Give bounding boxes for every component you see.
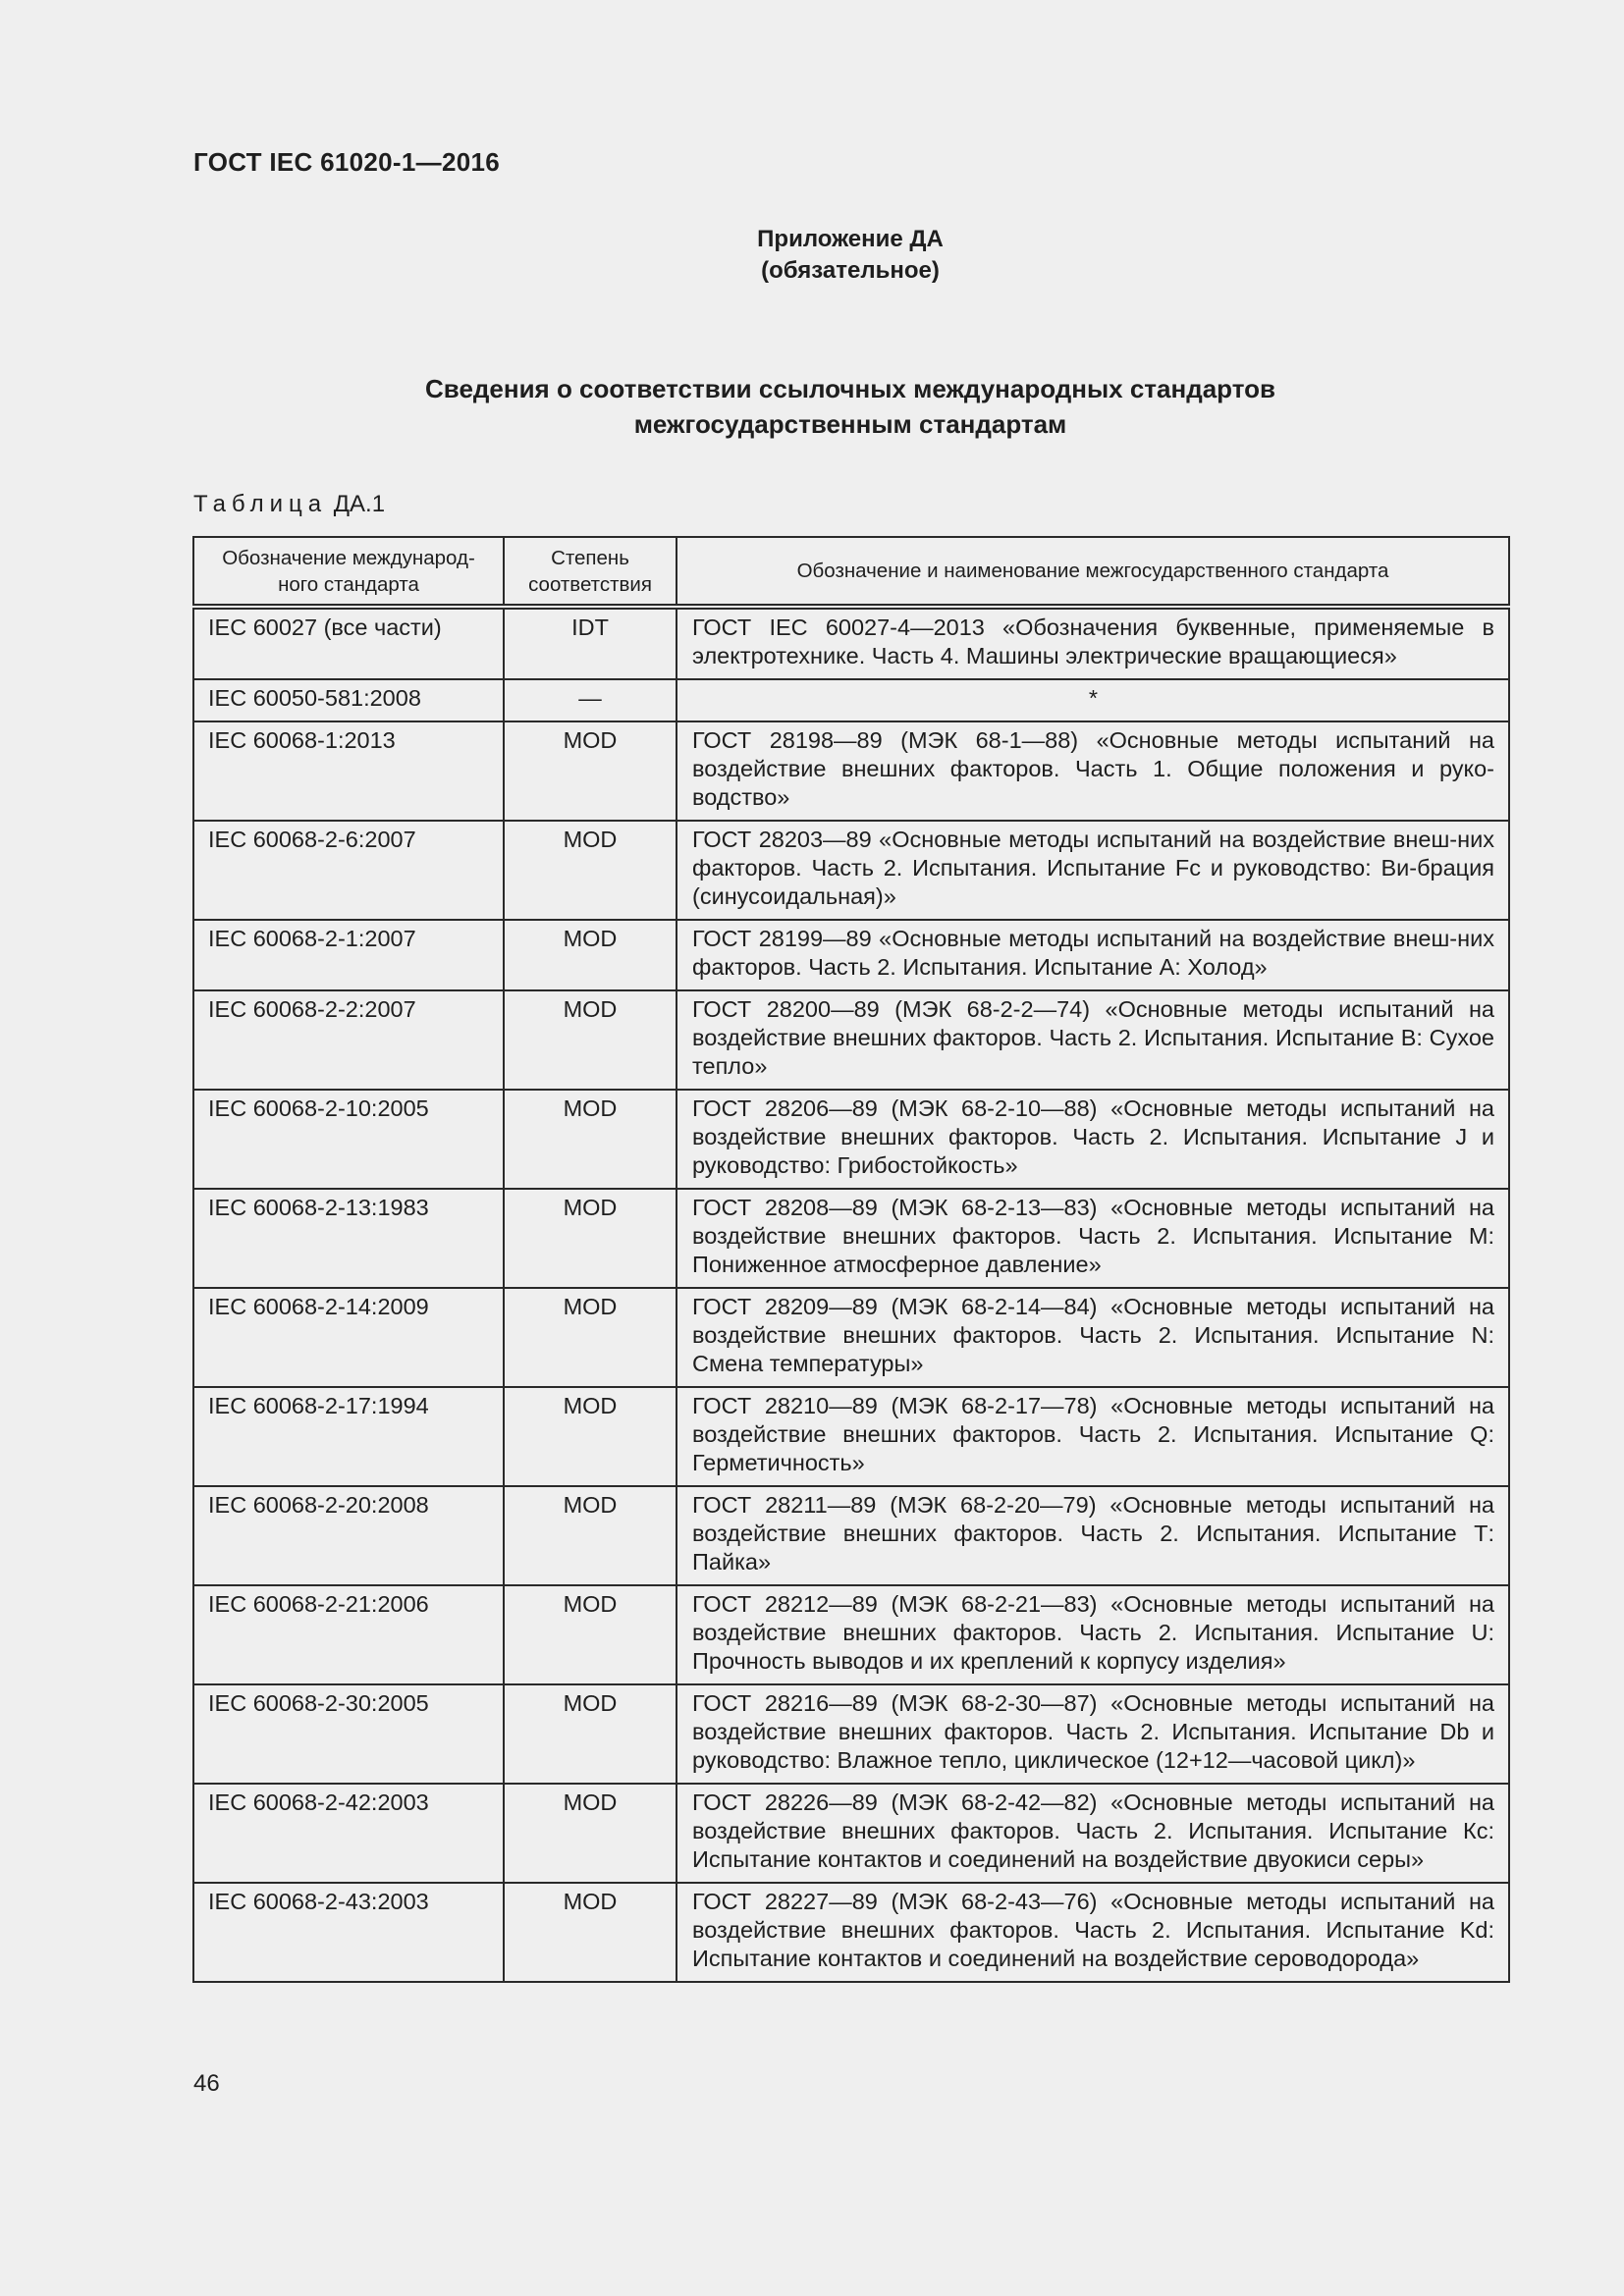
cell-international-standard: IEC 60027 (все части) xyxy=(193,607,504,679)
cell-international-standard: IEC 60068-2-20:2008 xyxy=(193,1486,504,1585)
cell-national-standard: ГОСТ 28227—89 (МЭК 68-2-43—76) «Основные методы испытаний на воздействие внешних факторов. Часть 2. Испытания. Испытание Kd: Испытание контактов и соединений на воздействие сероводорода» xyxy=(677,1883,1509,1982)
cell-international-standard: IEC 60050-581:2008 xyxy=(193,679,504,721)
appendix-status: (обязательное) xyxy=(761,257,940,284)
table-header-row xyxy=(193,537,1509,607)
table-row xyxy=(193,1189,1509,1288)
cell-degree: IDT xyxy=(504,607,677,679)
cell-national-standard: ГОСТ 28209—89 (МЭК 68-2-14—84) «Основные методы испытаний на воздействие внешних факторов. Часть 2. Испытания. Испытание N: Смена температуры» xyxy=(677,1288,1509,1387)
table-caption-id: ДА.1 xyxy=(333,491,386,517)
appendix-heading xyxy=(0,224,1624,287)
table-row xyxy=(193,990,1509,1090)
table-body xyxy=(193,607,1509,1982)
cell-national-standard: * xyxy=(677,679,1509,721)
cell-degree: MOD xyxy=(504,1090,677,1189)
table-row xyxy=(193,920,1509,990)
table-row xyxy=(193,1486,1509,1585)
table-row xyxy=(193,721,1509,821)
table-row xyxy=(193,679,1509,721)
cell-national-standard: ГОСТ 28226—89 (МЭК 68-2-42—82) «Основные методы испытаний на воздействие внешних факторов. Часть 2. Испытания. Испытание Кс: Испытание контактов и соединений на воздействие двуокиси серы» xyxy=(677,1784,1509,1883)
cell-degree: MOD xyxy=(504,1784,677,1883)
cell-degree: MOD xyxy=(504,1486,677,1585)
section-title-line-1: Сведения о соответствии ссылочных международных стандартов xyxy=(425,374,1275,403)
cell-degree: — xyxy=(504,679,677,721)
cell-international-standard: IEC 60068-2-17:1994 xyxy=(193,1387,504,1486)
cell-international-standard: IEC 60068-2-13:1983 xyxy=(193,1189,504,1288)
cell-national-standard: ГОСТ 28210—89 (МЭК 68-2-17—78) «Основные методы испытаний на воздействие внешних факторов. Часть 2. Испытания. Испытание Q: Герметичность» xyxy=(677,1387,1509,1486)
table-row xyxy=(193,1090,1509,1189)
cell-international-standard: IEC 60068-2-42:2003 xyxy=(193,1784,504,1883)
cell-international-standard: IEC 60068-1:2013 xyxy=(193,721,504,821)
cell-degree: MOD xyxy=(504,1585,677,1684)
cell-international-standard: IEC 60068-2-14:2009 xyxy=(193,1288,504,1387)
table-row xyxy=(193,1387,1509,1486)
cell-national-standard: ГОСТ 28212—89 (МЭК 68-2-21—83) «Основные методы испытаний на воздействие внешних факторов. Часть 2. Испытания. Испытание U: Прочность выводов и их креплений к корпусу изделия» xyxy=(677,1585,1509,1684)
cell-national-standard: ГОСТ 28216—89 (МЭК 68-2-30—87) «Основные методы испытаний на воздействие внешних факторов. Часть 2. Испытания. Испытание Db и руководство: Влажное тепло, циклическое (12+12—часовой цикл)» xyxy=(677,1684,1509,1784)
cell-international-standard: IEC 60068-2-10:2005 xyxy=(193,1090,504,1189)
table-row xyxy=(193,1784,1509,1883)
column-header-international: Обозначение международ-ного стандарта xyxy=(193,537,504,607)
cell-national-standard: ГОСТ 28206—89 (МЭК 68-2-10—88) «Основные методы испытаний на воздействие внешних факторов. Часть 2. Испытания. Испытание J и руководство: Грибостойкость» xyxy=(677,1090,1509,1189)
table-row xyxy=(193,1288,1509,1387)
cell-national-standard: ГОСТ 28200—89 (МЭК 68-2-2—74) «Основные методы испытаний на воздействие внешних факторов. Часть 2. Испытания. Испытание В: Сухое тепло» xyxy=(677,990,1509,1090)
cell-international-standard: IEC 60068-2-30:2005 xyxy=(193,1684,504,1784)
cell-international-standard: IEC 60068-2-1:2007 xyxy=(193,920,504,990)
table-caption xyxy=(193,491,385,518)
cell-international-standard: IEC 60068-2-6:2007 xyxy=(193,821,504,920)
table-row xyxy=(193,821,1509,920)
cell-national-standard: ГОСТ 28211—89 (МЭК 68-2-20—79) «Основные методы испытаний на воздействие внешних факторов. Часть 2. Испытания. Испытание Т: Пайка» xyxy=(677,1486,1509,1585)
cell-degree: MOD xyxy=(504,1387,677,1486)
cell-degree: MOD xyxy=(504,920,677,990)
cell-degree: MOD xyxy=(504,1288,677,1387)
table-row xyxy=(193,1585,1509,1684)
cell-national-standard: ГОСТ IEC 60027-4—2013 «Обозначения буквенные, применяемые в электротехнике. Часть 4. Машины электрические вращающиеся» xyxy=(677,607,1509,679)
section-title-line-2: межгосударственным стандартам xyxy=(633,409,1067,439)
cell-national-standard: ГОСТ 28198—89 (МЭК 68-1—88) «Основные методы испытаний на воздействие внешних факторов. Часть 1. Общие положения и руко-водство» xyxy=(677,721,1509,821)
cell-degree: MOD xyxy=(504,821,677,920)
table-row xyxy=(193,1883,1509,1982)
cell-degree: MOD xyxy=(504,1883,677,1982)
document-header: ГОСТ IEC 61020-1—2016 xyxy=(193,147,500,177)
cell-degree: MOD xyxy=(504,990,677,1090)
cell-national-standard: ГОСТ 28208—89 (МЭК 68-2-13—83) «Основные методы испытаний на воздействие внешних факторов. Часть 2. Испытания. Испытание М: Пониженное атмосферное давление» xyxy=(677,1189,1509,1288)
table-caption-word: Таблица xyxy=(193,491,328,517)
page-number: 46 xyxy=(193,2070,220,2097)
cell-degree: MOD xyxy=(504,1684,677,1784)
cell-international-standard: IEC 60068-2-21:2006 xyxy=(193,1585,504,1684)
section-title xyxy=(0,371,1624,442)
table-row xyxy=(193,1684,1509,1784)
column-header-national: Обозначение и наименование межгосударственного стандарта xyxy=(677,537,1509,607)
standards-table xyxy=(192,536,1510,1983)
appendix-title: Приложение ДА xyxy=(757,226,944,252)
table-row xyxy=(193,607,1509,679)
cell-national-standard: ГОСТ 28203—89 «Основные методы испытаний на воздействие внеш-них факторов. Часть 2. Испытания. Испытание Fc и руководство: Ви-брация (синусоидальная)» xyxy=(677,821,1509,920)
column-header-degree: Степень соответствия xyxy=(504,537,677,607)
cell-degree: MOD xyxy=(504,1189,677,1288)
cell-international-standard: IEC 60068-2-2:2007 xyxy=(193,990,504,1090)
cell-international-standard: IEC 60068-2-43:2003 xyxy=(193,1883,504,1982)
cell-national-standard: ГОСТ 28199—89 «Основные методы испытаний на воздействие внеш-них факторов. Часть 2. Испытания. Испытание А: Холод» xyxy=(677,920,1509,990)
cell-degree: MOD xyxy=(504,721,677,821)
